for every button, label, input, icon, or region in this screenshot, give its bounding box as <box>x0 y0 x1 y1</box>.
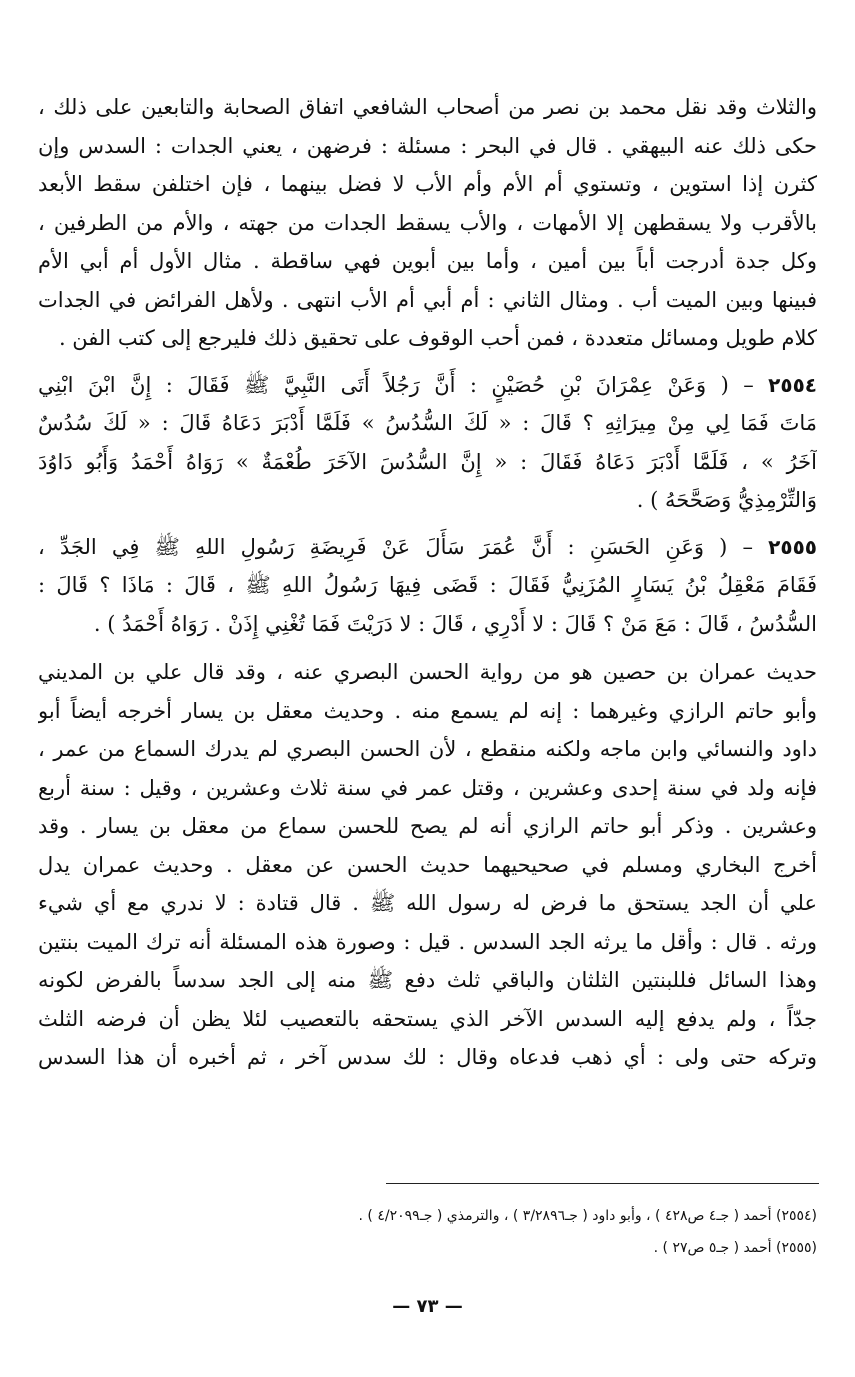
hadith-text: – ( وَعَنْ عِمْرَانَ بْنِ حُصَيْنٍ : أَنَّ رَجُلاً أَتَى النَّبِيَّ ﷺ فَقَالَ : إِنَّ ابْنَ ابْنِي <box>38 372 754 397</box>
text-line: أخرج البخاري ومسلم في صحيحيهما حديث الحسن عن معقل . وحديث عمران يدل <box>38 852 817 877</box>
text-line: بالأقرب ولا يسقطهن إلا الأمهات ، والأب يسقط الجدات من جهته ، والأم من الطرفين ، <box>38 210 817 235</box>
text-line: داود والنسائي وابن ماجه ولكنه منقطع ، لأن الحسن البصري لم يدرك السماع من عمر ، <box>38 737 817 761</box>
commentary-block-1 <box>38 88 817 358</box>
hadith-line <box>38 366 817 405</box>
text-line: حكى ذلك عنه البيهقي . قال في البحر : مسئلة : فرضهن ، يعني الجدات : السدس وإن <box>38 133 817 158</box>
hadith-line: فَقَامَ مَعْقِلُ بْنُ يَسَارٍ المُزَنِيُّ فَقَالَ : قَضَى فِيهَا رَسُولُ اللهِ ﷺ ، قَالَ : مَاذَا ؟ قَالَ : <box>38 573 817 597</box>
page-number-dash: — <box>438 1296 463 1317</box>
text-line: فإنه ولد في سنة إحدى وعشرين ، وقتل عمر في سنة ثلاث وعشرين ، وقيل : سنة أربع <box>38 775 817 800</box>
hadith-line: السُّدُسُ ، قَالَ : مَعَ مَنْ ؟ قَالَ : لا أَدْرِي ، قَالَ : لا دَرَيْتَ فَمَا تُغْنِي إِذَنْ . رَوَاهُ أَحْمَدُ ) . <box>93 611 817 636</box>
text-line: وتركه حتى ولى : أي ذهب فدعاه وقال : لك سدس آخر ، ثم أخبره أن هذا السدس <box>38 1045 817 1069</box>
hadith-line <box>38 528 817 567</box>
hadith-2555 <box>38 528 817 644</box>
text-line: فبينها وبين الميت أب . ومثال الثاني : أم أبي أم الأب انتهى . ولأهل الفرائض في الجدات <box>38 287 817 312</box>
page-number-value: ٧٣ <box>416 1296 439 1317</box>
hadith-2554 <box>38 366 817 520</box>
hadith-line: وَالتِّرْمِذِيُّ وَصَحَّحَهُ ) . <box>636 488 817 512</box>
text-line: علي أن الجد يستحق ما فرض له رسول الله ﷺ . قال قتادة : لا ندري مع أي شيء <box>38 891 817 915</box>
text-line: وعشرين . وذكر أبو حاتم الرازي أنه لم يصح للحسن سماع من معقل بن يسار . وقد <box>38 814 817 838</box>
footnote: (٢٥٥٥) أحمد ( جـ٥ ص٢٧ ) . <box>653 1240 817 1256</box>
text-line: جدّاً ، ولم يدفع إليه السدس الآخر الذي يستحقه بالتعصيب لئلا يظن أن فرضه الثلث <box>38 1006 817 1031</box>
text-line: كثرن إذا استوين ، وتستوي أم الأم وأم الأب لا فضل بينهما ، فإن اختلفن سقط الأبعد <box>38 172 817 196</box>
hadith-number: ٢٥٥٤ <box>768 372 817 397</box>
text-line: وهذا السائل فللبنتين الثلثان والباقي ثلث دفع ﷺ منه إلى الجد سدساً بالفرض لكونه <box>38 968 817 992</box>
text-line: كلام طويل ومسائل متعددة ، فمن أحب الوقوف على تحقيق ذلك فليرجع إلى كتب الفن . <box>58 326 817 350</box>
page-number-dash: — <box>392 1296 417 1317</box>
hadith-number: ٢٥٥٥ <box>768 534 817 559</box>
text-line: وأبو حاتم الرازي وغيرهما : إنه لم يسمع منه . وحديث معقل بن يسار أخرجه أيضاً أبو <box>38 698 817 723</box>
text-line: حديث عمران بن حصين هو من رواية الحسن البصري عنه ، وقد قال علي بن المديني <box>38 660 817 684</box>
page-number <box>0 1296 855 1317</box>
text-line: وكل جدة أدرجت أباً بين أمين ، وأما بين أبوين فهي ساقطة . مثال الأول أم أبي الأم <box>38 249 817 273</box>
hadith-line: مَاتَ فَمَا لِي مِنْ مِيرَاثِهِ ؟ قَالَ : « لَكَ السُّدُسُ » فَلَمَّا أَدْبَرَ دَعَاهُ قَالَ : « لَكَ سُدُسٌ <box>38 411 817 435</box>
hadith-line: آخَرُ » ، فَلَمَّا أَدْبَرَ دَعَاهُ فَقَالَ : « إِنَّ السُّدُسَ الآخَرَ طُعْمَةٌ » رَوَاهُ أَحْمَدُ وَأَبُو دَاوُدَ <box>38 449 817 474</box>
commentary-block-2 <box>38 653 817 1077</box>
footnote: (٢٥٥٤) أحمد ( جـ٤ ص٤٢٨ ) ، وأبو داود ( جـ٣/٢٨٩٦ ) ، والترمذي ( جـ٤/٢٠٩٩ ) . <box>358 1208 817 1224</box>
text-line: والثلاث وقد نقل محمد بن نصر من أصحاب الشافعي اتفاق الصحابة والتابعين على ذلك ، <box>38 95 817 119</box>
footnotes <box>38 1200 817 1264</box>
footnote-divider <box>386 1183 819 1184</box>
hadith-text: – ( وَعَنِ الحَسَنِ : أَنَّ عُمَرَ سَأَلَ عَنْ فَرِيضَةِ رَسُولِ اللهِ ﷺ فِي الجَدِّ ، <box>38 534 754 559</box>
text-line: ورثه . قال : وأقل ما يرثه الجد السدس . قيل : وصورة هذه المسئلة أنه ترك الميت بنتين <box>38 929 817 954</box>
